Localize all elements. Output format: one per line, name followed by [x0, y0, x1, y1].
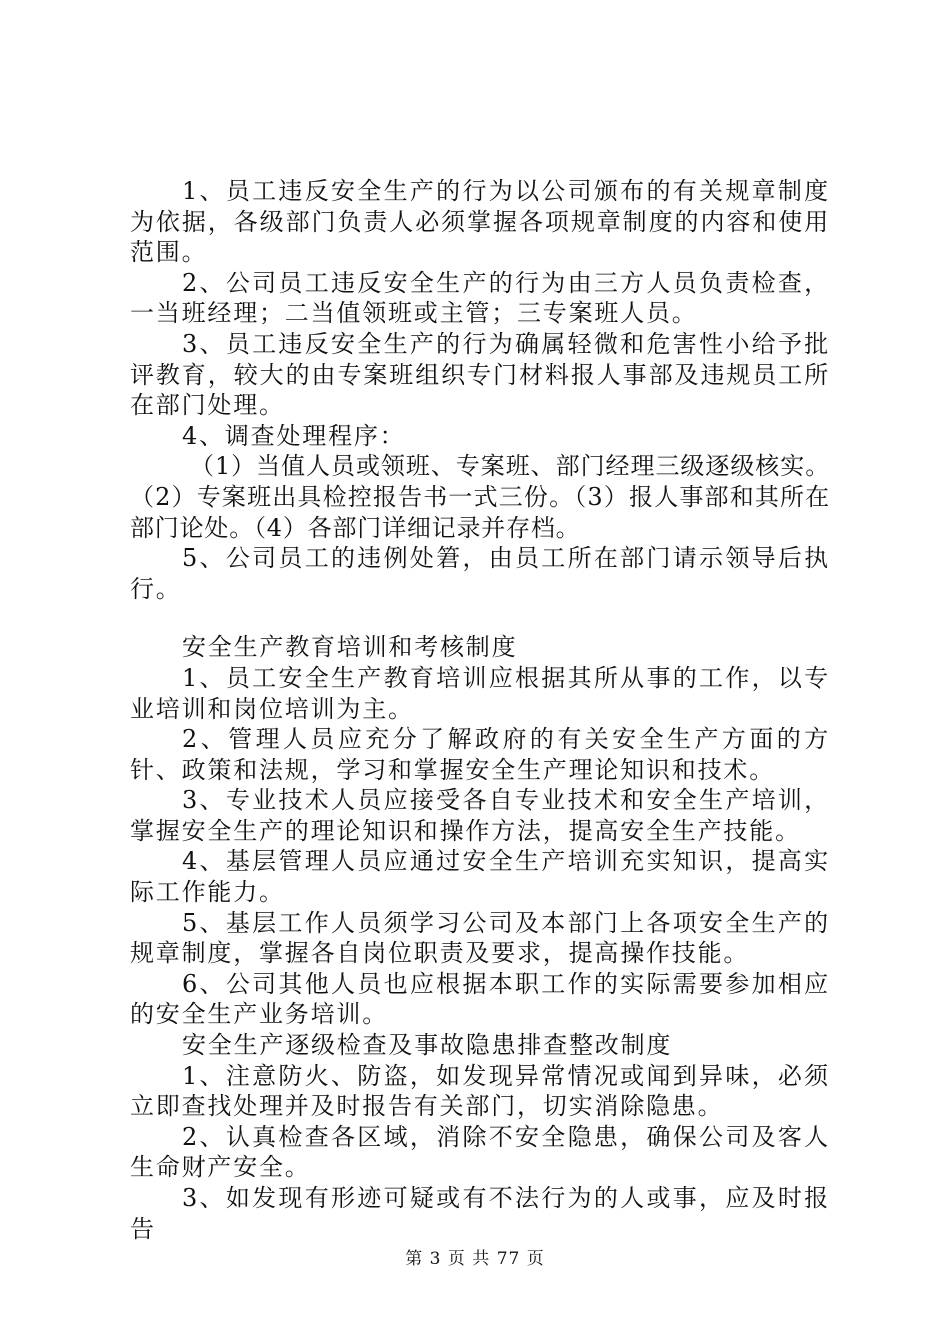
section-title-inspection: 安全生产逐级检查及事故隐患排查整改制度: [182, 1031, 673, 1060]
paragraph-inspection-2: 2、认真检查各区域，消除不安全隐患，确保公司及客人生命财产安全。: [130, 1122, 830, 1182]
paragraph-rule-3: 3、员工违反安全生产的行为确属轻微和危害性小给予批评教育，较大的由专案班组织专门材料报人事部及违规员工所在部门处理。: [130, 329, 830, 420]
page-footer: 第 3 页 共 77 页: [405, 1249, 545, 1269]
paragraph-training-3: 3、专业技术人员应接受各自专业技术和安全生产培训，掌握安全生产的理论知识和操作方法，提高安全生产技能。: [130, 786, 830, 845]
paragraph-training-4: 4、基层管理人员应通过安全生产培训充实知识，提高实际工作能力。: [130, 847, 830, 907]
document-body: [130, 176, 830, 1244]
paragraph-training-1: 1、员工安全生产教育培训应根据其所从事的工作，以专业培训和岗位培训为主。: [130, 663, 830, 723]
paragraph-rule-2: 2、公司员工违反安全生产的行为由三方人员负责检查，一当班经理；二当值领班或主管；三专案班人员。: [130, 268, 830, 328]
paragraph-training-5: 5、基层工作人员须学习公司及本部门上各项安全生产的规章制度，掌握各自岗位职责及要求，提高操作技能。: [130, 908, 830, 968]
paragraph-rule-4: 4、调查处理程序：: [182, 421, 406, 450]
paragraph-rule-5: 5、公司员工的违例处䇹，由员工所在部门请示领导后执行。: [130, 544, 830, 603]
paragraph-rule-1: 1、员工违反安全生产的行为以公司颁布的有关规章制度为依据，各级部门负责人必须掌握各项规章制度的内容和使用范围。: [130, 177, 830, 267]
paragraph-training-2: 2、管理人员应充分了解政府的有关安全生产方面的方针、政策和法规，学习和掌握安全生产理论知识和技术。: [130, 725, 830, 784]
paragraph-procedure-steps: （1）当值人员或领班、专案班、部门经理三级逐级核实。（2）专案班出具检控报告书一式三份。（3）报人事部和其所在部门论处。（4）各部门详细记录并存档。: [130, 452, 830, 542]
paragraph-training-6: 6、公司其他人员也应根据本职工作的实际需要参加相应的安全生产业务培训。: [130, 969, 830, 1029]
section-title-training: 安全生产教育培训和考核制度: [182, 633, 518, 662]
paragraph-inspection-1: 1、注意防火、防盗，如发现异常情况或闻到异味，必须立即查找处理并及时报告有关部门，切实消除隐患。: [130, 1061, 830, 1121]
paragraph-inspection-3: 3、如发现有形迹可疑或有不法行为的人或事，应及时报告: [130, 1184, 830, 1243]
